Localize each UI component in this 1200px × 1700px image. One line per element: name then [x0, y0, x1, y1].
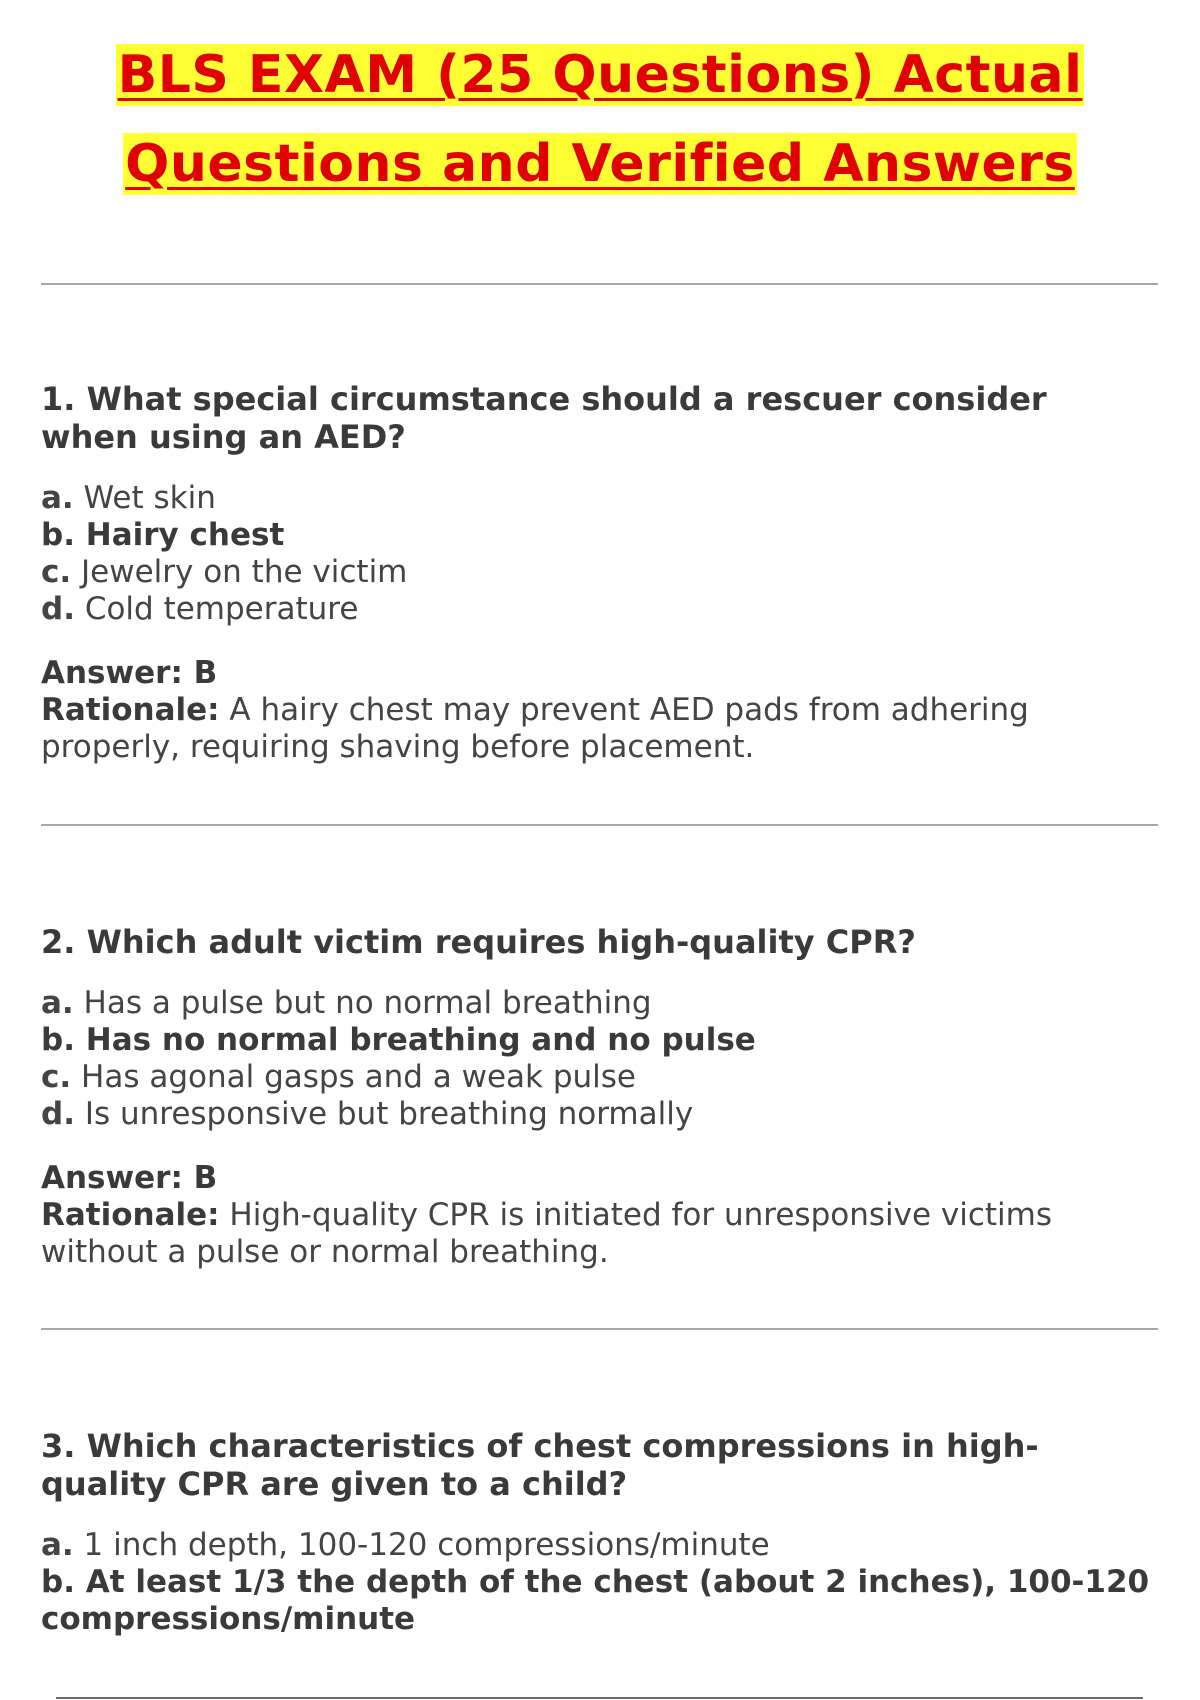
option-b-correct — [41, 1022, 1151, 1059]
option-text: 1 inch depth, 100-120 compressions/minute — [73, 1527, 770, 1563]
rationale — [41, 692, 1151, 766]
option-text: Cold temperature — [74, 591, 359, 627]
question-3 — [41, 1427, 1151, 1664]
divider — [41, 1328, 1158, 1330]
rationale-text: High-quality CPR is initiated for unresponsive victims without a pulse or normal breathing. — [41, 1197, 1053, 1270]
title-line-2: Questions and Verified Answers — [125, 134, 1075, 194]
page-bottom-rule — [56, 1697, 1143, 1699]
option-d — [41, 591, 1151, 628]
question-1 — [41, 380, 1151, 766]
option-letter: a. — [41, 480, 74, 516]
option-text: Jewelry on the victim — [71, 554, 408, 590]
option-letter: c. — [41, 1059, 72, 1095]
answer-line: Answer: B — [41, 655, 218, 691]
options-list — [41, 1527, 1151, 1638]
option-letter: b. — [41, 517, 75, 553]
document-title — [0, 44, 1200, 222]
option-letter: b. — [41, 1564, 75, 1600]
option-d — [41, 1096, 1151, 1133]
option-letter: a. — [41, 985, 74, 1021]
divider — [41, 283, 1158, 285]
option-text: Has a pulse but no normal breathing — [73, 985, 652, 1021]
question-text: 3. Which characteristics of chest compressions in high-quality CPR are given to a child? — [41, 1427, 1039, 1503]
option-a — [41, 1527, 1151, 1564]
option-letter: d. — [41, 591, 75, 627]
option-b-correct — [41, 1564, 1151, 1638]
option-text: Wet skin — [73, 480, 216, 516]
question-text: 1. What special circumstance should a rescuer consider when using an AED? — [41, 380, 1047, 456]
option-b-correct — [41, 517, 1151, 554]
options-list — [41, 985, 1151, 1133]
option-text: Is unresponsive but breathing normally — [74, 1096, 694, 1132]
option-a — [41, 985, 1151, 1022]
option-c — [41, 554, 1151, 591]
question-2 — [41, 923, 1151, 1271]
option-letter: b. — [41, 1022, 75, 1058]
option-letter: c. — [41, 554, 72, 590]
option-letter: d. — [41, 1096, 75, 1132]
divider — [41, 824, 1158, 826]
question-text: 2. Which adult victim requires high-quality CPR? — [41, 923, 916, 961]
option-a — [41, 480, 1151, 517]
rationale-label: Rationale: — [41, 1197, 220, 1233]
option-text: Has agonal gasps and a weak pulse — [71, 1059, 636, 1095]
option-text: Has no normal breathing and no pulse — [74, 1022, 756, 1058]
options-list — [41, 480, 1151, 628]
title-line-1: BLS EXAM (25 Questions) Actual — [117, 45, 1083, 105]
rationale — [41, 1197, 1151, 1271]
option-c — [41, 1059, 1151, 1096]
option-text: Hairy chest — [74, 517, 285, 553]
rationale-text: A hairy chest may prevent AED pads from adhering properly, requiring shaving before placement. — [41, 692, 1029, 765]
option-letter: a. — [41, 1527, 74, 1563]
option-text: At least 1/3 the depth of the chest (about 2 inches), 100-120 compressions/minute — [41, 1564, 1150, 1637]
answer-line: Answer: B — [41, 1160, 218, 1196]
rationale-label: Rationale: — [41, 692, 220, 728]
